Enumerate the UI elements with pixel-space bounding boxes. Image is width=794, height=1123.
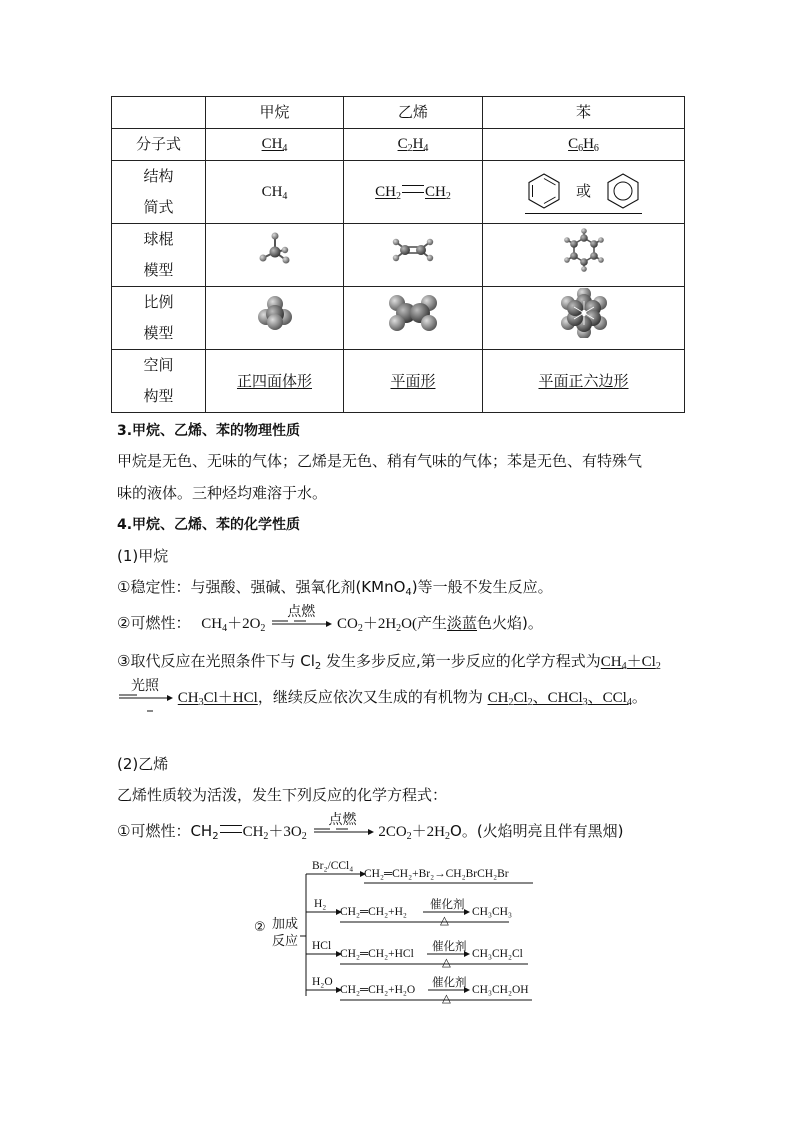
section3-line2: 味的液体。三种烃均难溶于水。 [117, 484, 328, 502]
table-row-simple [112, 161, 685, 224]
addition-reaction-diagram [252, 856, 552, 1016]
section4-title: 4.甲烷、乙烯、苯的化学性质 [117, 517, 301, 533]
r2-heat: △ [440, 915, 449, 927]
table-row-scale [112, 287, 685, 350]
benzene-ball-stick-icon [560, 228, 608, 272]
r3-condition: 催化剂 [432, 941, 467, 953]
benzene-shape: 平面正六边形 [483, 350, 685, 413]
r2-left: CH₂═CH₂+H₂ [340, 906, 407, 918]
header-ethylene: 乙烯 [344, 97, 483, 129]
ethylene-combustion-arrow: 点燃 [312, 825, 374, 839]
combustion-arrow: 点燃 [270, 617, 332, 631]
ethylene-heading: (2)乙烯 [117, 755, 169, 773]
methane-heading: (1)甲烷 [117, 547, 169, 565]
table-row-shape [112, 350, 685, 413]
header-methane: 甲烷 [206, 97, 344, 129]
methane-ball-model [206, 224, 344, 287]
ethylene-intro: 乙烯性质较为活泼，发生下列反应的化学方程式： [117, 786, 448, 804]
section3-title: 3.甲烷、乙烯、苯的物理性质 [117, 423, 301, 439]
diagram-number: ② [254, 920, 266, 935]
ethylene-combustion-line: ①可燃性：$CH_2$ $CH_2+3O_2$ 点燃 $2CO_2+2H_2O$。(火焰明亮且伴有黑烟) [117, 811, 624, 842]
r4-reagent: H₂O [312, 976, 333, 988]
r2-condition: 催化剂 [430, 899, 465, 911]
r2-reagent: H₂ [314, 898, 327, 910]
row-label-formula: 分子式 [112, 129, 206, 161]
row-label-ball: 球棍 模型 [112, 224, 206, 287]
r4-right: CH₃CH₂OH [472, 984, 529, 996]
benzene-space-filling-icon [559, 288, 609, 338]
r4-left: CH₂═CH₂+H₂O [340, 984, 416, 996]
ethylene-ball-model [344, 224, 483, 287]
header-empty [112, 97, 206, 129]
ethylene-shape: 平面形 [344, 350, 483, 413]
ethylene-space-filling-icon [387, 292, 439, 334]
r4-heat: △ [442, 993, 451, 1005]
methane-simple: $CH_4$ [206, 161, 344, 224]
r4-condition: 催化剂 [432, 977, 467, 989]
benzene-ball-model [483, 224, 685, 287]
r3-heat: △ [442, 957, 451, 969]
r3-right: CH₃CH₂Cl [472, 948, 523, 960]
ethylene-simple: $CH_2$ $CH_2$ [344, 161, 483, 224]
ethylene-scale-model [344, 287, 483, 350]
methane-ball-stick-icon [255, 230, 295, 270]
light-arrow: 光照 [117, 691, 173, 705]
r2-right: CH₃CH₃ [472, 906, 512, 918]
benzene-kekule-icon [525, 171, 563, 211]
or-text: 或 [575, 181, 591, 200]
substitution-line2: 光照 $CH_3Cl+HCl$，继续反应依次又生成的有机物为 $CH_2Cl_2$、CHCl$_3$、CCl$_4$。 [117, 686, 647, 707]
comparison-table [111, 96, 685, 413]
methane-combustion-line: ②可燃性： $CH_4+2O_2$ 点燃 $CO_2+2H_2O$(产生淡蓝色火焰)。 [117, 603, 543, 634]
r1-reagent: Br₂/CCl₄ [312, 860, 354, 872]
benzene-scale-model [483, 287, 685, 350]
ethylene-ball-stick-icon [388, 232, 438, 268]
section3-line1: 甲烷是无色、无味的气体；乙烯是无色、稍有气味的气体；苯是无色、有特殊气 [117, 452, 643, 470]
row-label-shape: 空间 构型 [112, 350, 206, 413]
row-label-simple: 结构 简式 [112, 161, 206, 224]
methane-scale-model [206, 287, 344, 350]
header-benzene: 苯 [483, 97, 685, 129]
table-row-formula [112, 129, 685, 161]
benzene-simple [483, 161, 685, 224]
ethylene-formula: $C_2H_4$ [344, 129, 483, 161]
diagram-label2: 反应 [272, 934, 299, 949]
methane-space-filling-icon [255, 293, 295, 333]
r3-left: CH₂═CH₂+HCl [340, 948, 414, 960]
row-label-scale: 比例 模型 [112, 287, 206, 350]
r1-equation: CH₂═CH₂+Br₂→CH₂BrCH₂Br [364, 868, 509, 880]
benzene-circle-icon [604, 171, 642, 211]
substitution-line1: ③取代反应在光照条件下与 $Cl_2$ 发生多步反应,第一步反应的化学方程式为$CH_4+Cl_2$ [117, 652, 661, 672]
table-header-row [112, 97, 685, 129]
diagram-label1: 加成 [272, 917, 299, 932]
table-row-ball [112, 224, 685, 287]
methane-shape: 正四面体形 [206, 350, 344, 413]
benzene-formula: $C_6H_6$ [483, 129, 685, 161]
r3-reagent: HCl [312, 940, 332, 952]
stability-line: ①稳定性：与强酸、强碱、强氧化剂(KMnO$_4$)等一般不发生反应。 [117, 578, 553, 598]
methane-formula: $CH_4$ [206, 129, 344, 161]
